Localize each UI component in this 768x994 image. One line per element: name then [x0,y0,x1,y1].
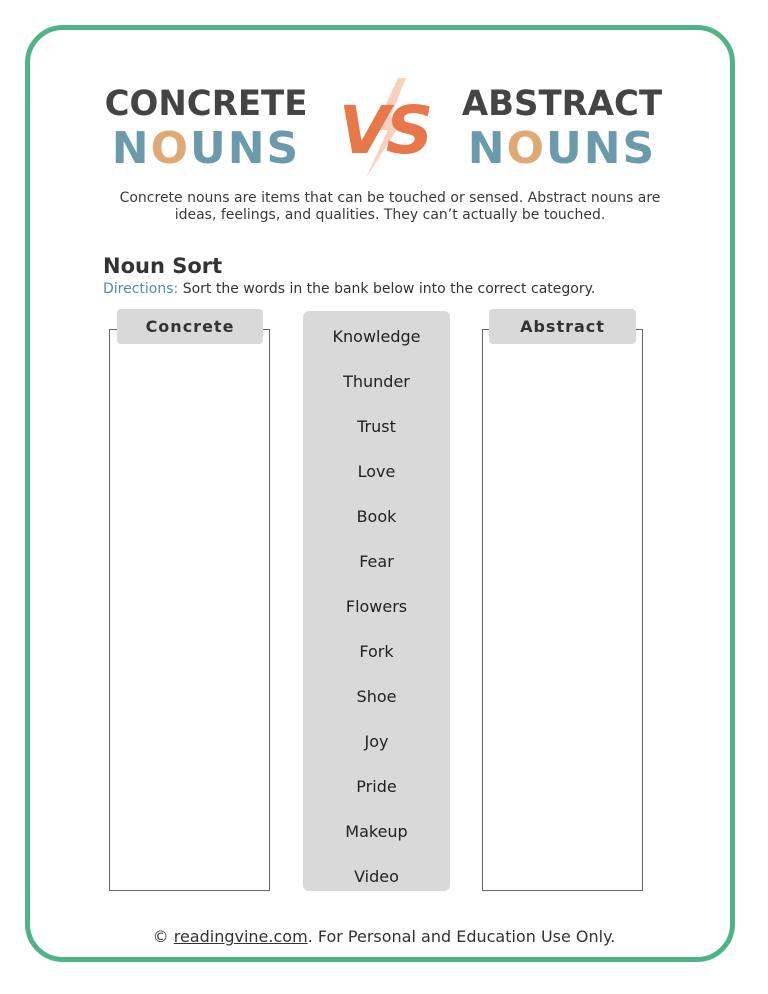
word-bank-item: Love [357,462,396,481]
directions-label: Directions: [103,281,179,297]
abstract-column-label: Abstract [489,309,636,344]
word-bank-item: Joy [364,732,389,751]
concrete-nouns-title [92,84,320,174]
section-title: Noun Sort [103,254,223,278]
footer [0,927,768,946]
concrete-column-label: Concrete [117,309,263,344]
word-bank-item: Video [354,867,399,886]
word-bank-item: Book [356,507,397,526]
intro-line-2: ideas, feelings, and qualities. They can’t actually be touched. [174,207,606,223]
concrete-word: CONCRETE [104,84,308,124]
word-bank-item: Shoe [356,687,397,706]
abstract-nouns-title [448,84,676,174]
directions [103,281,595,297]
copyright-symbol: © [152,927,174,946]
word-bank-item: Knowledge [332,327,421,346]
word-bank [303,311,450,891]
concrete-answer-column[interactable] [109,329,270,891]
word-bank-item: Makeup [345,822,408,841]
intro-line-1: Concrete nouns are items that can be touched or sensed. Abstract nouns are [119,190,661,206]
nouns-word-right: NOUNS [467,123,657,174]
site-link[interactable]: readingvine.com [173,927,308,946]
abstract-answer-column[interactable] [482,329,643,891]
word-bank-item: Fear [359,552,394,571]
word-bank-item: Flowers [345,597,408,616]
nouns-word-left: NOUNS [111,123,301,174]
vs-text: VS [338,92,430,169]
word-bank-item: Pride [356,777,397,796]
word-bank-item: Thunder [343,372,410,391]
abstract-word: ABSTRACT [461,84,663,124]
directions-text: Sort the words in the bank below into the correct category. [178,281,596,297]
word-bank-item: Fork [359,642,394,661]
footer-text: . For Personal and Education Use Only. [307,927,616,946]
word-bank-item: Trust [357,417,396,436]
intro-paragraph [90,190,690,224]
